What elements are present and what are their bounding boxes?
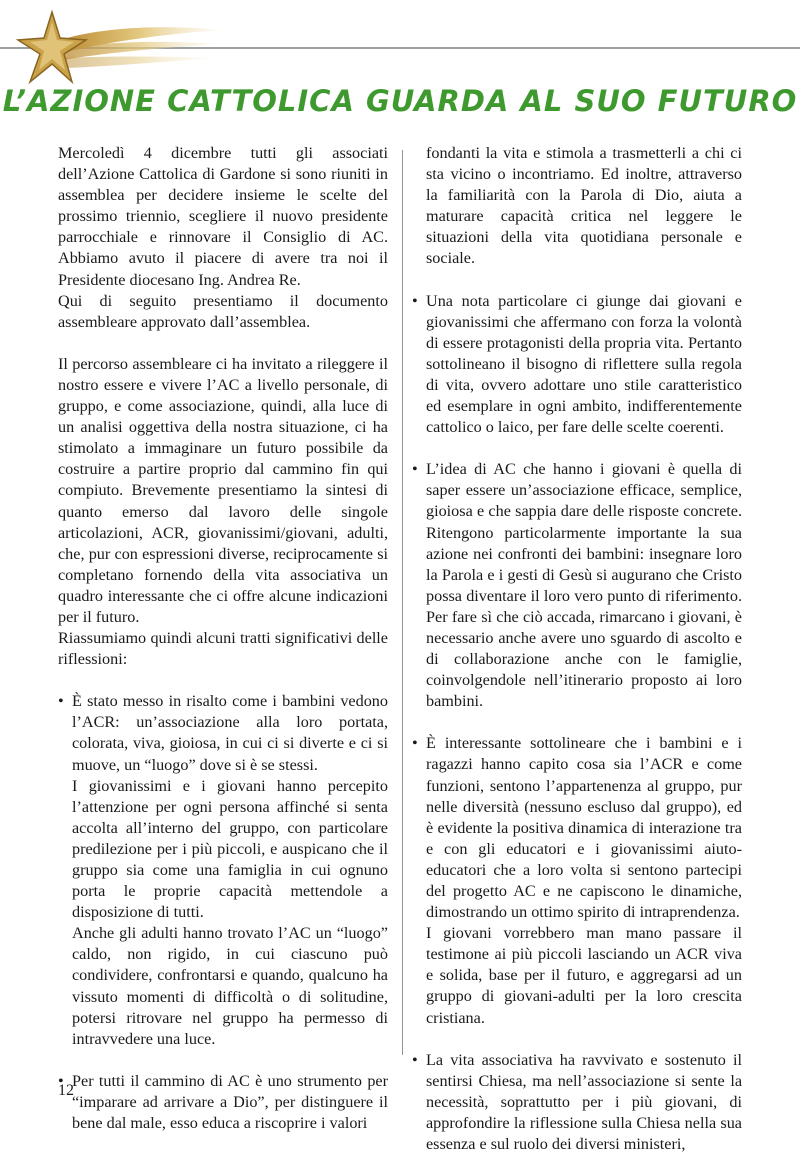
bullet-item-3: • Una nota particolare ci giunge dai giovani e giovanissimi che affermano con forza la volontà di essere protagonisti della propria vita. Pertanto sottolineano il bisogno di riflettere sulla regola di vita, ovvero adottare uno stile caratteristico ed esemplare in ogni ambito, indifferentemente cattolico o laico, per fare delle scelte coerenti. [412, 291, 742, 439]
bullet-item-2: • Per tutti il cammino di AC è uno strumento per “imparare ad arrivare a Dio”, per distinguere il bene dal male, esso educa a riscoprire i valori [58, 1071, 388, 1134]
body-paragraph-2: Riassumiamo quindi alcuni tratti significativi delle riflessioni: [58, 629, 388, 669]
bullet-item-6: • La vita associativa ha ravvivato e sostenuto il sentirsi Chiesa, ma nell’associazione si sente la necessità, soprattutto per i più giovani, di approfondire la riflessione sulla Chiesa nella sua essenza e sul ruolo dei diversi ministeri, [412, 1050, 742, 1155]
left-column [58, 143, 388, 1134]
bullet-continuation-4: I giovani vorrebbero man mano passare il testimone ai più piccoli lasciando un ACR viva e solida, base per il futuro, e aggregarsi ad un gruppo di giovani-adulti per la loro crescita cristiana. [426, 924, 742, 1027]
page-number: 12 [58, 1082, 74, 1099]
right-column [412, 143, 742, 1155]
body-paragraph: Il percorso assembleare ci ha invitato a rileggere il nostro essere e vivere l’AC a livello personale, di gruppo, e come associazione, quindi, alla luce di un analisi oggettiva della nostra situazione, ci ha stimolato a immaginare un futuro possibile da costruire a partire proprio dal cammino fin qui compiuto. Brevemente presentiamo la sintesi di quanto emerso dal lavoro delle singole articolazioni, ACR, giovanissimi/giovani, adulti, che, pur con espressioni diverse, reciprocamente si completano fornendo della vita associativa un quadro interessante che ci offre alcune indicazioni per il futuro. [58, 354, 388, 626]
bullet-item-4: • L’idea di AC che hanno i giovani è quella di saper essere un’associazione efficace, semplice, gioiosa e che sappia dare delle risposte concrete. Ritengono particolarmente importante la sua azione nei confronti dei bambini: insegnare loro la Parola e i gesti di Gesù si augurano che Cristo possa diventare il loro vero punto di riferimento. Per fare sì che ciò accada, rimarcano i giovani, è necessario anche avere uno sguardo di ascolto e di collaborazione anche con le famiglie, coinvolgendole nell’itinerario proposto ai loro bambini. [412, 459, 742, 712]
bullet-item-5: • È interessante sottolineare che i bambini e i ragazzi hanno capito cosa sia l’ACR e come funzioni, sentono l’appartenenza al gruppo, pur nelle diversità (nessuno escluso dal gruppo), ed è evidente la positiva dinamica di interazione tra e con gli educatori e i giovanissimi aiuto- educatori che a loro volta si sentono partecipi del progetto AC e ne capiscono le dinamiche, dimostrando un ottimo spirito di intraprendenza. [412, 733, 742, 923]
intro-paragraph-2: Qui di seguito presentiamo il documento assembleare approvato dall’assemblea. [58, 291, 388, 331]
column-divider [402, 150, 403, 1055]
bullet-continuation-3: fondanti la vita e stimola a trasmetterli a chi ci sta vicino o incontriamo. Ed inoltre, attraverso la familiarità con la Parola di Dio, aiuta a maturare capacità critica nel leggere le situazioni della vita quotidiana personale e sociale. [426, 144, 742, 268]
bullet-continuation-2: Anche gli adulti hanno trovato l’AC un “luogo” caldo, non rigido, in cui ciascuno può condividere, confrontarsi e quando, qualcuno ha vissuto momenti di difficoltà o di solitudine, potersi ritrovare nel gruppo ha permesso di intravvedere una luce. [72, 924, 388, 1048]
shooting-star-icon [14, 8, 226, 92]
bullet-item: • È stato messo in risalto come i bambini vedono l’ACR: un’associazione alla loro portata, colorata, viva, gioiosa, in cui ci si diverte e ci si muove, un “luogo” dove si è se stessi. [58, 691, 388, 775]
page-title: L’AZIONE CATTOLICA GUARDA AL SUO FUTURO [2, 84, 798, 118]
intro-paragraph: Mercoledì 4 dicembre tutti gli associati dell’Azione Cattolica di Gardone si sono riuniti in assemblea per decidere insieme le scelte del prossimo triennio, scegliere il nuovo presidente parrocchiale e rinnovare il Consiglio di AC. Abbiamo avuto il piacere di avere tra noi il Presidente diocesano Ing. Andrea Re. [58, 144, 388, 289]
bullet-continuation: I giovanissimi e i giovani hanno percepito l’attenzione per ogni persona affinché si senta accolta all’interno del gruppo, con particolare predilezione per i più piccoli, e auspicano che il gruppo sia come una famiglia in cui ognuno porta le proprie capacità mettendole a disposizione di tutti. [72, 776, 388, 922]
